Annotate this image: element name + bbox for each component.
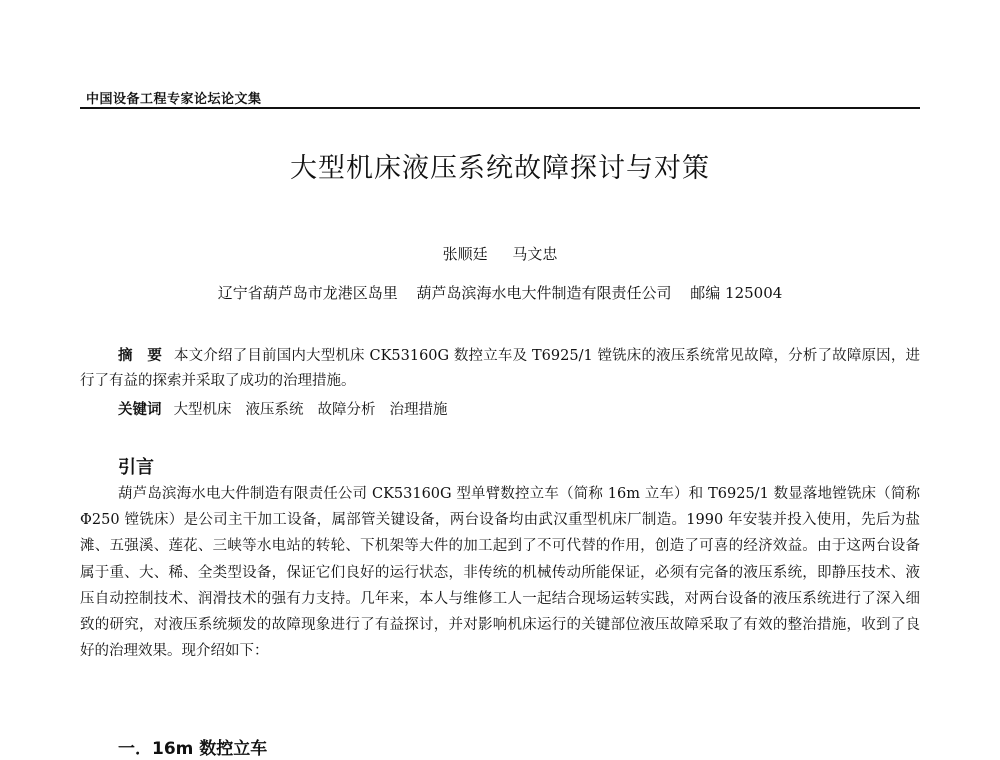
keywords: [118, 398, 918, 423]
header-rule: [80, 107, 920, 109]
paper-title: 大型机床液压系统故障探讨与对策: [290, 153, 710, 184]
keyword: 大型机床: [173, 402, 232, 418]
author-name: 张顺廷: [442, 245, 488, 263]
affiliation-address: 辽宁省葫芦岛市龙港区岛里: [217, 284, 398, 302]
keyword: 故障分析: [317, 402, 376, 418]
abstract-label: 摘 要: [118, 348, 163, 364]
intro-paragraph: 葫芦岛滨海水电大件制造有限责任公司 CK53160G 型单臂数控立车（简称 16m 立车）和 T6925/1 数显落地镗铣床（简称Φ250 镗铣床）是公司主干加工设备，属部管关键设备，两台设备均由武汉重型机床厂制造。1990 年安装并投入使用，先后为盐滩、五强溪、莲花、三峡等水电站的转轮、下机架等大件的加工起到了不可代替的作用，创造了可喜的经济效益。由于这两台设备属于重、大、稀、全类型设备，保证它们良好的运行状态，非传统的机械传动所能保证，必须有完备的液压系统，即静压技术、液压自动控制技术、润滑技术的强有力支持。几年来，本人与维修工人一起结合现场运转实践，对两台设备的液压系统进行了深入细致的研究，对液压系统频发的故障现象进行了有益探讨，并对影响机床运行的关键部位液压故障采取了有效的整治措施，收到了良好的治理效果。现介绍如下：: [80, 486, 920, 660]
keyword: 治理措施: [389, 402, 448, 418]
author-name: 马文忠: [512, 245, 558, 263]
section-heading: 一．16m 数控立车: [118, 739, 268, 759]
author-line: [0, 243, 1000, 264]
keyword: 液压系统: [245, 402, 304, 418]
affiliation-line: [0, 282, 1000, 303]
keywords-label: 关键词: [118, 402, 162, 418]
abstract: [80, 344, 920, 393]
affiliation-company: 葫芦岛滨海水电大件制造有限责任公司: [416, 284, 672, 302]
abstract-text: 本文介绍了目前国内大型机床 CK53160G 数控立车及 T6925/1 镗铣床的液压系统常见故障，分析了故障原因，进行了有益的探索并采取了成功的治理措施。: [80, 348, 920, 389]
running-head: 中国设备工程专家论坛论文集: [86, 92, 262, 107]
intro-heading: 引言: [118, 457, 154, 478]
affiliation-postcode: 邮编 125004: [690, 284, 783, 302]
